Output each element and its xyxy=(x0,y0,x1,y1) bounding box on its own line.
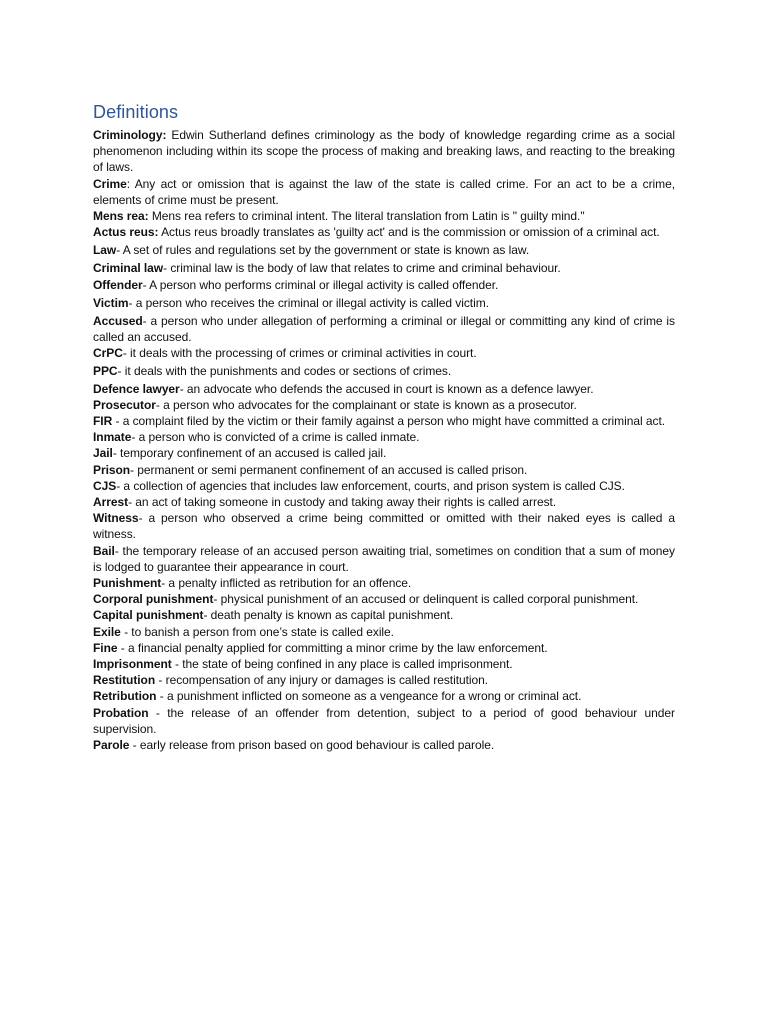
definition-item xyxy=(93,176,675,208)
definition-term: Prosecutor xyxy=(93,397,156,412)
definition-item xyxy=(93,242,675,258)
definition-term: Offender xyxy=(93,278,143,293)
definition-item xyxy=(93,510,675,542)
definition-term: Mens rea: xyxy=(93,209,149,224)
definition-item xyxy=(93,363,675,379)
definition-item xyxy=(93,656,675,672)
definition-text: - recompensation of any injury or damages is called restitution. xyxy=(155,673,489,688)
definition-text: - a person who is convicted of a crime is called inmate. xyxy=(131,430,420,445)
definition-term: PPC xyxy=(93,363,118,378)
definition-term: Restitution xyxy=(93,673,156,688)
definition-text: - a person who advocates for the complainant or state is known as a prosecutor. xyxy=(155,397,577,412)
definition-item xyxy=(93,397,675,413)
definition-item xyxy=(93,413,675,429)
definition-text: - A set of rules and regulations set by the government or state is known as law. xyxy=(116,242,530,257)
definition-item xyxy=(93,445,675,461)
definition-text: - a person who under allegation of performing a criminal or illegal or committing any kind of crime is called an accused. xyxy=(93,313,675,344)
definition-term: Criminology: xyxy=(93,128,167,142)
definition-term: Witness xyxy=(93,511,139,526)
definition-item xyxy=(93,543,675,575)
definition-term: Victim xyxy=(93,296,129,311)
definition-text: - a collection of agencies that includes law enforcement, courts, and prison system is called CJS. xyxy=(116,478,625,493)
definition-term: Capital punishment xyxy=(93,608,204,623)
definition-item xyxy=(93,295,675,311)
definition-term: Crime xyxy=(93,176,127,191)
definition-term: CJS xyxy=(93,478,117,493)
definition-term: Arrest xyxy=(93,494,129,509)
definition-item xyxy=(93,478,675,494)
definition-text: - A person who performs criminal or illegal activity is called offender. xyxy=(142,278,499,293)
definition-term: Bail xyxy=(93,543,115,558)
definition-text: - death penalty is known as capital punishment. xyxy=(203,608,454,623)
definition-item xyxy=(93,429,675,445)
definition-item xyxy=(93,737,675,753)
definition-item xyxy=(93,381,675,397)
definition-term: Defence lawyer xyxy=(93,381,180,396)
definition-item xyxy=(93,688,675,704)
definition-term: Punishment xyxy=(93,575,162,590)
definition-item xyxy=(93,127,675,176)
definition-term: Parole xyxy=(93,738,130,753)
definition-item xyxy=(93,277,675,293)
definition-text: - physical punishment of an accused or delinquent is called corporal punishment. xyxy=(213,592,639,607)
definition-text: - an act of taking someone in custody and taking away their rights is called arrest. xyxy=(128,494,557,509)
definition-text: Edwin Sutherland defines criminology as the body of knowledge regarding crime as a social phenomenon including within its scope the process of making and breaking laws, and reacting to the breaking of laws. xyxy=(93,128,675,175)
definition-term: CrPC xyxy=(93,346,123,361)
definition-text: - a punishment inflicted on someone as a vengeance for a wrong or criminal act. xyxy=(156,689,582,704)
definition-item xyxy=(93,313,675,345)
page-title: Definitions xyxy=(93,102,179,122)
definition-term: Corporal punishment xyxy=(93,592,214,607)
definition-text: - temporary confinement of an accused is called jail. xyxy=(112,446,387,461)
definition-text: - the release of an offender from detention, subject to a period of good behaviour under supervision. xyxy=(93,705,675,736)
definition-term: Prison xyxy=(93,462,131,477)
definition-text: - permanent or semi permanent confinement of an accused is called prison. xyxy=(130,462,528,477)
definition-term: Inmate xyxy=(93,430,132,445)
definition-text: - the state of being confined in any place is called imprisonment. xyxy=(171,657,513,671)
definition-item xyxy=(93,575,675,591)
definition-item xyxy=(93,591,675,607)
definition-term: Law xyxy=(93,242,117,257)
definition-text: - a complaint filed by the victim or their family against a person who might have committed a criminal act. xyxy=(112,413,666,428)
definition-item xyxy=(93,624,675,640)
definition-item xyxy=(93,260,675,276)
definition-text: - early release from prison based on good behaviour is called parole. xyxy=(129,738,495,753)
definition-item xyxy=(93,640,675,656)
definition-term: Exile xyxy=(93,624,121,639)
definition-term: Fine xyxy=(93,640,118,655)
definition-text: - the temporary release of an accused person awaiting trial, sometimes on condition that a sum of money is lodged to guarantee their appearance in court. xyxy=(93,543,675,574)
definition-term: Imprisonment xyxy=(93,657,172,671)
document-page xyxy=(93,100,675,753)
definition-item xyxy=(93,672,675,688)
definition-term: Probation xyxy=(93,705,149,720)
definition-text: - a person who receives the criminal or illegal activity is called victim. xyxy=(128,296,489,311)
definition-term: Accused xyxy=(93,313,143,328)
definition-item xyxy=(93,208,675,224)
definition-text: - it deals with the punishments and codes or sections of crimes. xyxy=(117,363,452,378)
definition-text: Mens rea refers to criminal intent. The literal translation from Latin is " guilty mind." xyxy=(148,209,585,224)
definition-text: - it deals with the processing of crimes or criminal activities in court. xyxy=(122,346,477,361)
definition-text: - a person who observed a crime being committed or omitted with their naked eyes is called a witness. xyxy=(93,511,675,542)
definition-text: - a penalty inflicted as retribution for an offence. xyxy=(161,575,412,590)
definition-term: Jail xyxy=(93,446,113,461)
definition-item xyxy=(93,494,675,510)
definition-text: - a financial penalty applied for committing a minor crime by the law enforcement. xyxy=(117,640,548,655)
definition-term: Retribution xyxy=(93,689,157,704)
definition-item xyxy=(93,462,675,478)
definition-item xyxy=(93,607,675,623)
definition-text: - an advocate who defends the accused in court is known as a defence lawyer. xyxy=(179,381,594,396)
definition-item xyxy=(93,705,675,737)
definition-item xyxy=(93,224,675,240)
definition-term: Actus reus: xyxy=(93,225,159,240)
definition-text: - criminal law is the body of law that relates to crime and criminal behaviour. xyxy=(163,260,561,275)
definition-item xyxy=(93,345,675,361)
definition-term: Criminal law xyxy=(93,260,164,275)
definition-term: FIR xyxy=(93,413,113,428)
definition-text: Actus reus broadly translates as 'guilty act' and is the commission or omission of a criminal act. xyxy=(158,225,660,240)
definition-text: - to banish a person from one’s state is called exile. xyxy=(120,624,394,639)
definition-text: : Any act or omission that is against the law of the state is called crime. For an act to be a crime, elements of crime must be present. xyxy=(93,176,675,207)
definitions-list xyxy=(93,127,675,753)
